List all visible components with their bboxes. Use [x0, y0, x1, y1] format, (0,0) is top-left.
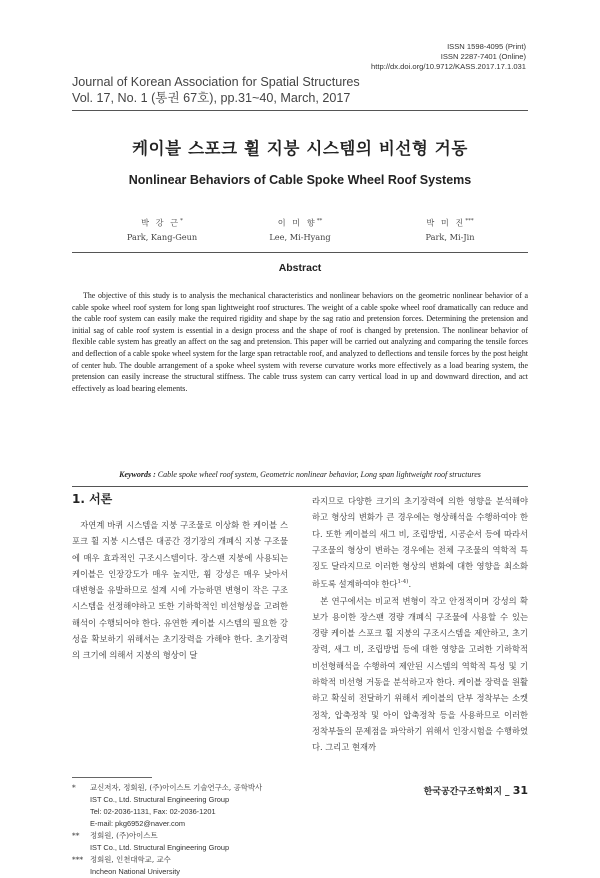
abstract-heading: Abstract [278, 262, 322, 274]
author-2-korean: 이 미 향 [277, 217, 317, 228]
keywords [72, 470, 528, 479]
intro-paragraph-1-continued [312, 493, 528, 593]
footnote-3-line-2: Incheon National University [90, 867, 180, 876]
footnote-1-mark: * [72, 783, 76, 792]
keywords-label: Keywords : [119, 470, 156, 479]
author-3-english: Park, Mi-Jin [425, 231, 475, 242]
intro-paragraph-1-cont-text: 라지므로 다양한 크기의 초기장력에 의한 영향을 분석해야하고 형상의 변화가 큰 경우에는 형상해석을 수행하여야 한다. 또한 케이블의 새그 비, 조립방법, 시공순서 등에 따라서 구조물의 형상이 변하는 경우에는 전체 구조물의 역학적 특징도 달라지므로 이러한 형상의 변화에 대한 영향을 최소화하도록 설계하여야 한다 [312, 496, 528, 590]
keywords-text: Cable spoke wheel roof system, Geometric nonlinear behavior, Long span lightweight roof structures [157, 470, 481, 479]
footnote-2-line-1: 정회원, (주)아이스트 [90, 831, 158, 840]
author-1 [82, 214, 242, 244]
author-3-korean: 박 미 진 [426, 217, 466, 228]
author-1-english: Park, Kang-Geun [126, 231, 198, 242]
author-3-mark: *** [465, 218, 474, 224]
intro-paragraph-1-end: . [408, 579, 412, 590]
body-column-left [72, 517, 288, 664]
footnote-rule [72, 777, 152, 778]
abstract-bottom-rule [72, 486, 528, 487]
journal-name: Journal of Korean Association for Spatial Structures [72, 75, 360, 89]
journal-header [72, 74, 360, 106]
author-2-mark: ** [316, 218, 323, 224]
author-1-mark: * [180, 218, 183, 224]
intro-paragraph-1: 자연계 바퀴 시스템을 지붕 구조물로 이상화 한 케이블 스포크 휠 지붕 시스템은 대공간 경기장의 개폐식 지붕 구조물에 매우 효과적인 구조시스템이다. 장스팬 지붕에 사용되는 케이블은 인장강도가 매우 높지만, 휨 강성은 매우 낮아서 대변형을 유발하므로 설계 시에 가능하면 변형이 작은 구조시스템을 선정해야하고 또한 기하학적인 비선형성을 고려한 해석이 수행되어야 한다. 유연한 케이블 시스템의 필요한 강성을 확보하기 위해서는 초기장력을 가해야 한다. 초기장력의 크기에 의해서 지붕의 형상이 달 [72, 520, 288, 661]
citation-ref: 1-4) [397, 579, 409, 586]
journal-volume: Vol. 17, No. 1 (통권 67호), pp.31~40, March, 2017 [72, 91, 351, 105]
author-1-korean: 박 강 근 [141, 217, 181, 228]
issn-block [371, 42, 526, 73]
page-footer [424, 784, 528, 797]
footnote-1-line-2: IST Co., Ltd. Structural Engineering Group [90, 795, 230, 804]
doi-link[interactable]: http://dx.doi.org/10.9712/KASS.2017.17.1.031 [371, 62, 526, 72]
footnote-3 [72, 854, 288, 878]
issn-online: ISSN 2287-7401 (Online) [440, 52, 526, 62]
footnote-1-line-1: 교신저자, 정회원, (주)아이스트 기술연구소, 공학박사 [90, 783, 263, 792]
body-column-right [312, 493, 528, 756]
footnote-3-mark: *** [72, 855, 84, 864]
footnote-1 [72, 782, 288, 830]
paper-title-english: Nonlinear Behaviors of Cable Spoke Wheel Roof Systems [128, 173, 472, 187]
footer-journal-label: 한국공간구조학회지 _ [423, 787, 510, 797]
footnote-1-line-3: Tel: 02-2036-1131, Fax: 02-2036-1201 [90, 807, 216, 816]
footnote-2-line-2: IST Co., Ltd. Structural Engineering Group [90, 843, 230, 852]
intro-paragraph-2: 본 연구에서는 비교적 변형이 작고 안정적이며 강성의 확보가 용이한 장스팬 경량 개폐식 구조물에 사용할 수 있는 경량 케이블 스포크 휠 지붕의 구조시스템을 제안하고, 초기장력, 새그 비, 조립방법 등에 대한 영향을 고려한 기하학적 비선형해석을 수행하여 제안된 시스템의 역학적 특성 및 기하학적 비선형 거동을 분석하고자 한다. 케이블 장력을 원활하고 확실히 전달하기 위해서 케이블의 단부 정착부는 소켓정착, 압축정착 및 아이 압축정착 등을 사용하므로 이러한 정착부들의 문제점을 파악하기 위해서 인장시험을 수행하였다. 그리고 현재까 [312, 595, 528, 753]
author-2 [220, 214, 380, 244]
footnote-2-mark: ** [72, 831, 80, 840]
footnote-2 [72, 830, 288, 854]
abstract-text: The objective of this study is to analysis the mechanical characteristics and nonlinear behaviors on the geometric nonlinear behavior of a cable spoke wheel roof system for long span lightweight roof structures. The weight of a cable spoke wheel roof dramatically can reduce and the cable roof system can easily make the required rigidity and shape by the sag ratio and pretension forces. Determining the pretension and initial sag of cable roof system is essential in a design process and the shape of roof is changed by pretension. The nonlinear behavior of flexible cable system has greatly an affect on the sag and pretension. This paper will be carried out analyzing and comparing the tensile forces and deflection of a cable spoke wheel system for the large span retractable roof, and analyzed to deflections and tensile forces by the post height of center hub. The double arrangement of a spoke wheel system with reverse curvature works more effectively as a load bearing system, the pretension can easily increase the structural stiffness. The cable truss system can carry vertical load in up and downward direction, and act effectively as load bearing elements. [72, 291, 528, 393]
section-heading-introduction: 1. 서론 [72, 492, 113, 506]
author-3 [370, 214, 530, 244]
abstract-top-rule [72, 252, 528, 253]
paper-title-korean: 케이블 스포크 휠 지붕 시스템의 비선형 거동 [132, 139, 468, 158]
page-number: 31 [512, 784, 528, 797]
issn-print: ISSN 1598-4095 (Print) [447, 42, 526, 51]
header-rule [72, 110, 528, 111]
footnote-1-email[interactable]: E-mail: pkg6952@naver.com [90, 819, 186, 828]
footnote-3-line-1: 정회원, 인천대학교, 교수 [90, 855, 171, 864]
footnotes [72, 782, 288, 878]
author-2-english: Lee, Mi-Hyang [269, 231, 331, 242]
